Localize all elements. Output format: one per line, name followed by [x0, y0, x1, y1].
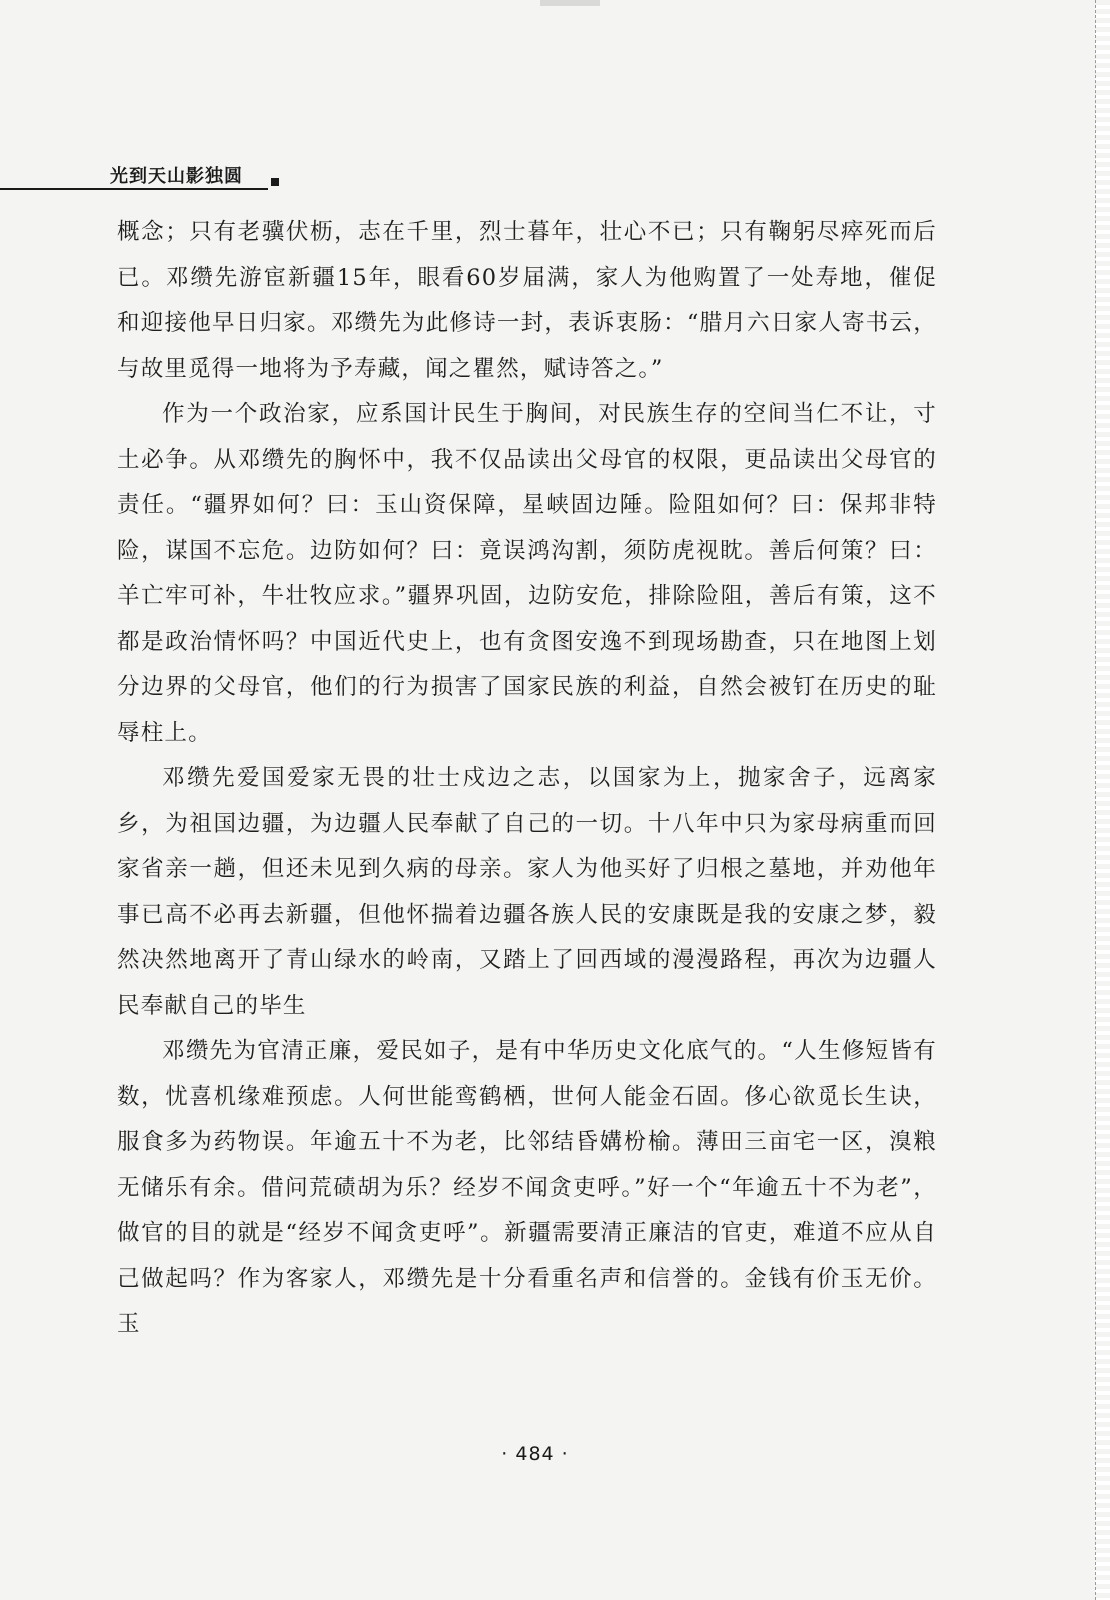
running-header-title: 光到天山影独圆 — [110, 166, 243, 187]
page-right-edge — [1095, 0, 1110, 1600]
header-rule — [0, 188, 268, 190]
running-header — [0, 158, 300, 192]
paragraph-4: 邓缵先为官清正廉，爱民如子，是有中华历史文化底气的。“人生修短皆有数，忧喜机缘难预虑。人何世能鸾鹤栖，世何人能金石固。侈心欲觅长生诀，服食多为药物误。年逾五十不为老，比邻结昏媾枌榆。薄田三亩宅一区，溴粮无储乐有余。借问荒碛胡为乐？经岁不闻贪吏呼。”好一个“年逾五十不为老”，做官的目的就是“经岁不闻贪吏呼”。新疆需要清正廉洁的官吏，难道不应从自己做起吗？作为客家人，邓缵先是十分看重名声和信誉的。金钱有价玉无价。玉 — [117, 1038, 937, 1337]
paragraph-3: 邓缵先爱国爱家无畏的壮士戍边之志，以国家为上，抛家舍子，远离家乡，为祖国边疆，为边疆人民奉献了自己的一切。十八年中只为家母病重而回家省亲一趟，但还未见到久病的母亲。家人为他买好了归根之墓地，并劝他年事已高不必再去新疆，但他怀揣着边疆各族人民的安康既是我的安康之梦，毅然决然地离开了青山绿水的岭南，又踏上了回西域的漫漫路程，再次为边疆人民奉献自己的毕生 — [117, 765, 937, 1019]
scan-smudge — [540, 0, 600, 6]
body-text — [117, 210, 937, 1348]
page-number: · 484 · — [501, 1443, 569, 1465]
header-square-marker — [271, 178, 279, 186]
paragraph-2: 作为一个政治家，应系国计民生于胸间，对民族生存的空间当仁不让，寸土必争。从邓缵先的胸怀中，我不仅品读出父母官的权限，更品读出父母官的责任。“疆界如何？曰：玉山资保障，星峡固边陲。险阻如何？曰：保邦非特险，谋国不忘危。边防如何？曰：竟误鸿沟割，须防虎视眈。善后何策？曰：羊亡牢可补，牛壮牧应求。”疆界巩固，边防安危，排除险阻，善后有策，这不都是政治情怀吗？中国近代史上，也有贪图安逸不到现场勘查，只在地图上划分边界的父母官，他们的行为损害了国家民族的利益，自然会被钉在历史的耻辱柱上。 — [117, 401, 937, 746]
paragraph-1: 概念；只有老骥伏枥，志在千里，烈士暮年，壮心不已；只有鞠躬尽瘁死而后已。邓缵先游宦新疆15年，眼看60岁届满，家人为他购置了一处寿地，催促和迎接他早日归家。邓缵先为此修诗一封，表诉衷肠：“腊月六日家人寄书云，与故里觅得一地将为予寿藏，闻之瞿然，赋诗答之。” — [117, 219, 937, 382]
